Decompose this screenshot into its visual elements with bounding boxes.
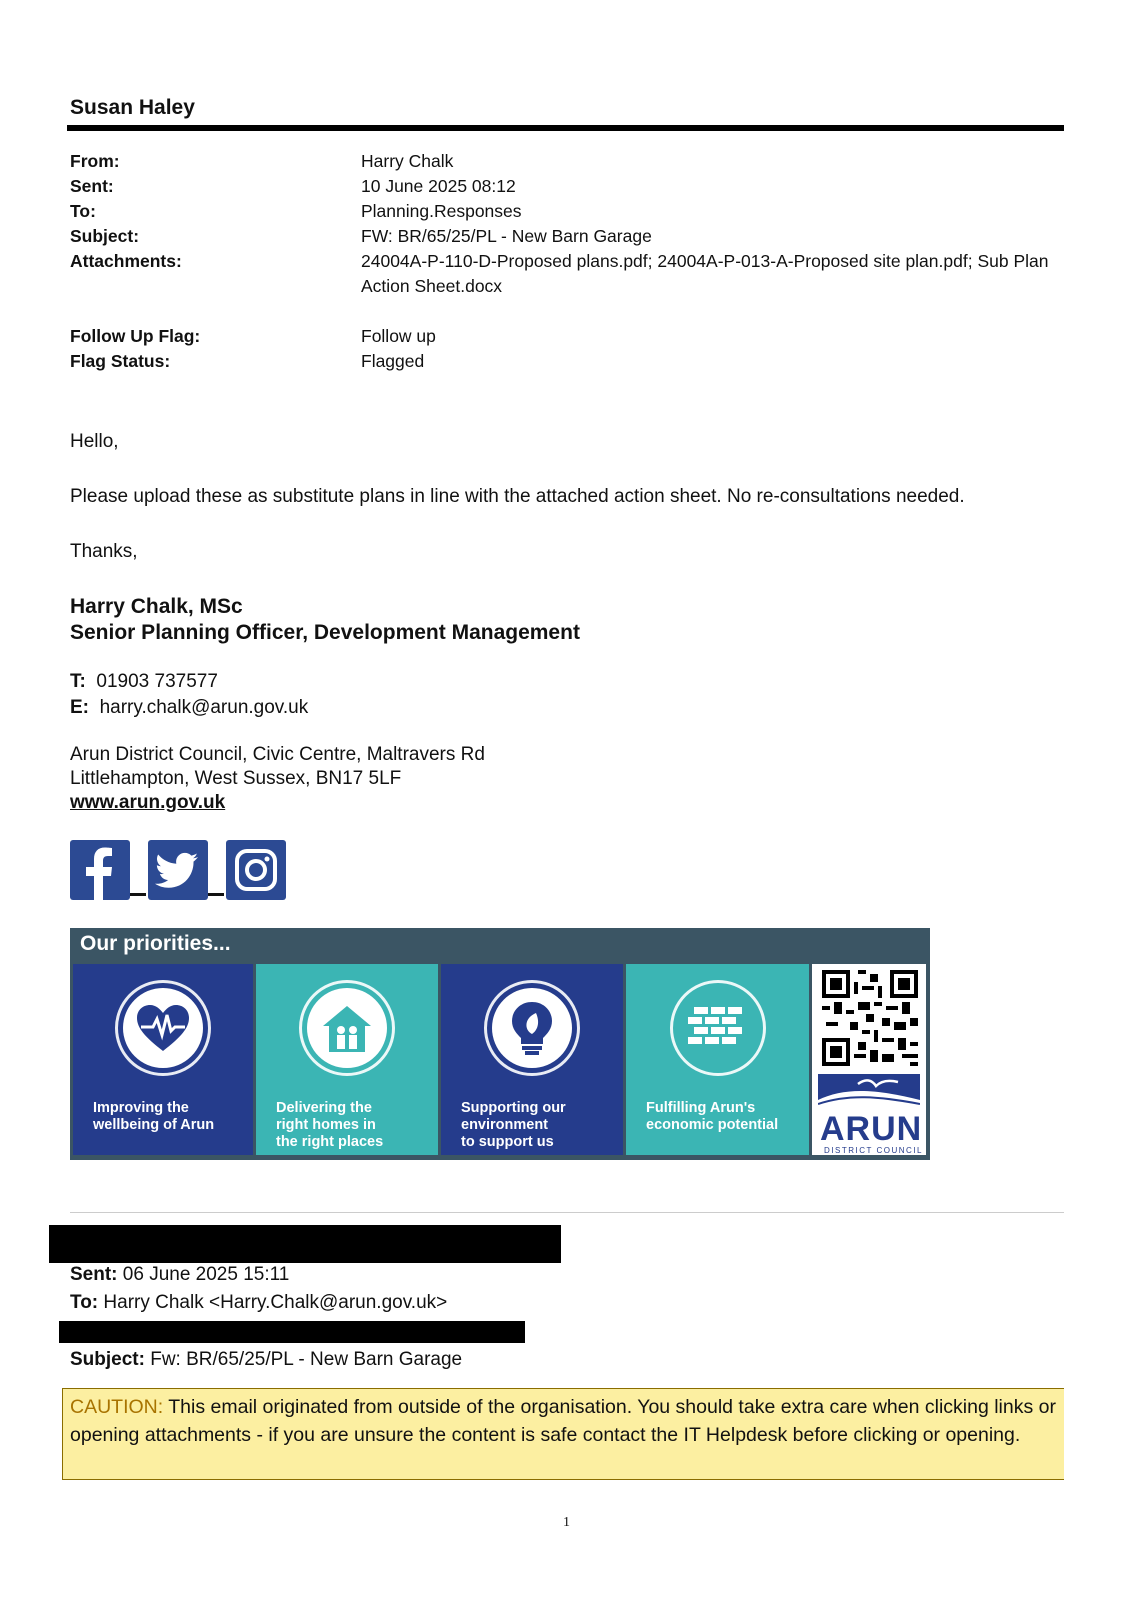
instagram-icon[interactable] [226, 840, 286, 900]
tile-caption: right homes in [276, 1117, 376, 1133]
tile-caption: wellbeing of Arun [93, 1117, 215, 1133]
phone-line [70, 671, 218, 693]
signature-title: Senior Planning Officer, Development Management [70, 621, 580, 644]
forward-to-value: Harry Chalk <Harry.Chalk@arun.gov.uk> [103, 1292, 448, 1313]
tile-caption: Fulfilling Arun's [646, 1100, 756, 1116]
heart-icon [123, 988, 203, 1068]
phone-number: 01903 737577 [96, 671, 218, 692]
forward-divider [70, 1212, 1064, 1213]
address-line-1: Arun District Council, Civic Centre, Maltravers Rd [70, 744, 485, 765]
tile-caption: to support us [461, 1134, 554, 1150]
priority-tile-homes [256, 964, 438, 1155]
priority-tile-economy [626, 964, 809, 1155]
to-value: Planning.Responses [361, 201, 522, 221]
signature-name: Harry Chalk, MSc [70, 595, 243, 618]
priority-tile-wellbeing [73, 964, 253, 1155]
subject-value: FW: BR/65/25/PL - New Barn Garage [361, 226, 652, 246]
arun-logo-subtext: DISTRICT COUNCIL [824, 1146, 923, 1155]
signature-block [70, 594, 580, 646]
forward-sent-label: Sent: [70, 1264, 118, 1285]
message: Please upload these as substitute plans in line with the attached action sheet. No re-consultations needed. [70, 486, 965, 507]
forward-sent-line [70, 1264, 289, 1286]
follow-up-flag-value: Follow up [361, 326, 436, 346]
attachments-label: Attachments: [70, 251, 182, 271]
priorities-banner [70, 928, 930, 1160]
phone-label: T: [70, 671, 86, 692]
subject-label: Subject: [70, 226, 140, 246]
seagull-logo-icon [818, 1074, 920, 1110]
divider-mark [208, 893, 224, 896]
lightbulb-icon [492, 988, 572, 1068]
redaction-bar [59, 1321, 525, 1343]
redaction-bar [49, 1225, 561, 1263]
tile-caption: Improving the [93, 1100, 189, 1116]
caution-label: CAUTION: [70, 1396, 164, 1418]
from-label: From: [70, 151, 120, 171]
email-address[interactable]: harry.chalk@arun.gov.uk [99, 697, 309, 718]
caution-banner [62, 1388, 1064, 1480]
page-number: 1 [563, 1515, 570, 1530]
forward-sent-value: 06 June 2025 15:11 [122, 1264, 290, 1285]
divider-mark [130, 893, 146, 896]
forward-subject-value: Fw: BR/65/25/PL - New Barn Garage [150, 1349, 463, 1370]
email-label: E: [70, 697, 89, 718]
flag-status-label: Flag Status: [70, 351, 171, 371]
arun-logo-text: ARUN [820, 1110, 923, 1148]
priorities-title: Our priorities... [80, 932, 231, 955]
email-line [70, 697, 308, 719]
address-line-2: Littlehampton, West Sussex, BN17 5LF [70, 768, 402, 789]
sent-label: Sent: [70, 176, 114, 196]
twitter-icon[interactable] [148, 840, 208, 900]
website-link[interactable]: www.arun.gov.uk [70, 792, 226, 813]
brick-wall-icon [678, 988, 758, 1068]
header-rule [67, 125, 1064, 131]
facebook-icon[interactable] [70, 840, 130, 900]
from-value: Harry Chalk [361, 151, 454, 171]
forward-subject-label: Subject: [70, 1349, 145, 1370]
signoff: Thanks, [70, 541, 138, 562]
flag-status-value: Flagged [361, 351, 425, 371]
attachments-value[interactable]: 24004A-P-110-D-Proposed plans.pdf; 24004A-P-013-A-Proposed site plan.pdf; Sub Plan Action Sheet.docx [361, 251, 1049, 296]
priority-tile-environment [441, 964, 623, 1155]
tile-caption: economic potential [646, 1117, 779, 1133]
follow-up-flag-label: Follow Up Flag: [70, 326, 201, 346]
house-icon [307, 988, 387, 1068]
tile-caption: Supporting our [461, 1100, 566, 1116]
greeting: Hello, [70, 431, 119, 452]
forward-to-label: To: [70, 1292, 99, 1313]
caution-text: This email originated from outside of the organisation. You should take extra care when clicking links or opening attachments - if you are unsure the content is safe contact the IT Helpdesk before clicking or opening. [70, 1396, 1056, 1446]
forward-subject-line [70, 1349, 462, 1371]
mailbox-owner: Susan Haley [70, 96, 195, 119]
tile-caption: Delivering the [276, 1100, 372, 1116]
tile-caption: environment [461, 1117, 549, 1133]
sent-value: 10 June 2025 08:12 [361, 176, 516, 196]
qr-logo-tile [812, 964, 926, 1155]
to-label: To: [70, 201, 96, 221]
tile-caption: the right places [276, 1134, 384, 1150]
forward-to-line [70, 1292, 447, 1314]
qr-code-icon [822, 970, 918, 1066]
